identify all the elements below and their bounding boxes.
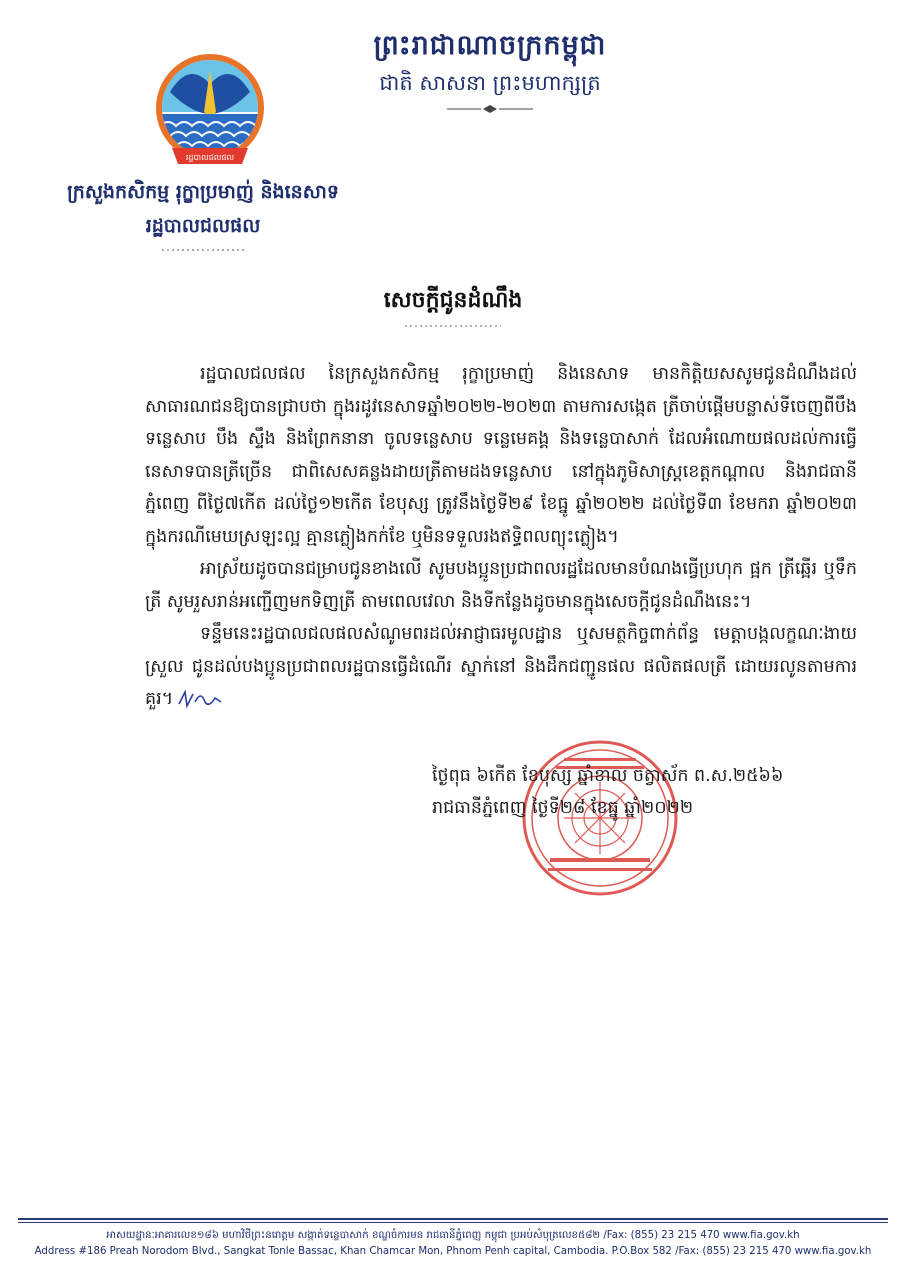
solar-date: រាជធានីភ្នំពេញ ថ្ងៃទី២៨ ខែធ្នូ ឆ្នាំ២០២២ (432, 798, 694, 818)
header-ornament (445, 104, 535, 114)
national-motto: ជាតិ សាសនា ព្រះមហាក្សត្រ (379, 71, 601, 95)
footer-address-english: Address #186 Preah Norodom Blvd., Sangkat Tonle Bassac, Khan Chamcar Mon, Phnom Penh capital, Cambodia. P.O.Box 582 /Fax: (855) 23 215 470 www.fia.gov.kh (34, 1246, 872, 1257)
kingdom-name: ព្រះរាជាណាចក្រកម្ពុជា (373, 30, 607, 61)
footer-rule (18, 1218, 888, 1220)
paragraph-3 (145, 618, 857, 716)
notice-title: សេចក្តីជូនដំណឹង (383, 288, 523, 313)
paragraph-3-text: ទន្ទឹមនេះរដ្ឋបាលជលផលសំណូមពរដល់អាជ្ញាធរមូលដ្ឋាន ឬសមត្ថកិច្ចពាក់ព័ន្ធ មេត្តាបង្កលក្ខណៈងាយស្រួល ជូនដល់បងប្អូនប្រជាពលរដ្ឋបានធ្វើដំណើរ ស្នាក់នៅ និងដឹកជញ្ជូនផល ផលិតផលត្រី ដោយរលូនតាមការគួរ។ (145, 624, 857, 709)
footer-address-khmer: អាសយដ្ឋានៈអាគារលេខ១៨៦ មហាវិថីព្រះនរោត្តម សង្កាត់ទន្លេបាសាក់ ខណ្ឌចំការមន រាជធានីភ្នំពេញ កម្ពុជា ប្រអប់សំបុត្រលេខ៥៨២ /Fax: (855) 23 215 470 www.fia.gov.kh (106, 1230, 800, 1241)
notice-body (145, 358, 857, 716)
fisheries-administration-logo (150, 52, 270, 174)
initial-signature (175, 688, 225, 710)
footer-rule-thin (18, 1222, 888, 1223)
ministry-ornament (158, 246, 248, 254)
administration-name: រដ្ឋបាលជលផល (145, 215, 261, 237)
lunar-date: ថ្ងៃពុធ ៦កើត ខែបុស្ស ឆ្នាំខាល ចត្វាស័ក ព.ស.២៥៦៦ (432, 766, 784, 786)
ministry-block (28, 178, 378, 254)
footer (0, 1228, 906, 1260)
title-ornament (403, 322, 503, 330)
logo-banner-text: រដ្ឋបាលជលផល (185, 153, 235, 162)
date-block (432, 760, 852, 824)
paragraph-1: រដ្ឋបាលជលផល នៃក្រសួងកសិកម្ម រុក្ខាប្រមាញ់ និងនេសាទ មានកិត្តិយសសូមជូនដំណឹងដល់សាធារណជនឱ្យបានជ្រាបថា ក្នុងរដូវនេសាទឆ្នាំ២០២២-២០២៣ តាមការសង្កេត ត្រីចាប់ផ្តើមបន្លាស់ទីចេញពីបឹងទន្លេសាប បឹង ស្ទឹង និងព្រែកនានា ចូលទន្លេសាប ទន្លេមេគង្គ និងទន្លេបាសាក់ ដែលអំណោយផលដល់ការធ្វើនេសាទបានត្រីច្រើន ជាពិសេសគន្លងដាយត្រីតាមដងទន្លេសាប នៅក្នុងភូមិសាស្ត្រខេត្តកណ្តាល និងរាជធានីភ្នំពេញ ពីថ្ងៃ៧កើត ដល់ថ្ងៃ១២កើត ខែបុស្ស ត្រូវនឹងថ្ងៃទី២៩ ខែធ្នូ ឆ្នាំ២០២២ ដល់ថ្ងៃទី៣ ខែមករា ឆ្នាំ២០២៣ ក្នុងករណីមេឃស្រឡះល្អ គ្មានភ្លៀងកក់ខែ ឬមិនទទួលរងឥទ្ធិពលព្យុះភ្លៀង។ (145, 364, 857, 547)
kingdom-header (340, 28, 640, 114)
paragraph-2: អាស្រ័យដូចបានជម្រាបជូនខាងលើ សូមបងប្អូនប្រជាពលរដ្ឋដែលមានបំណងធ្វើប្រហុក ផ្អក ត្រីឆ្អើរ ឬទឹកត្រី សូមរួសរាន់អញ្ជើញមកទិញត្រី តាមពេលវេលា និងទីកន្លែងដូចមានក្នុងសេចក្តីជូនដំណឹងនេះ។ (145, 559, 857, 612)
ministry-name: ក្រសួងកសិកម្ម រុក្ខាប្រមាញ់ និងនេសាទ (67, 181, 339, 203)
